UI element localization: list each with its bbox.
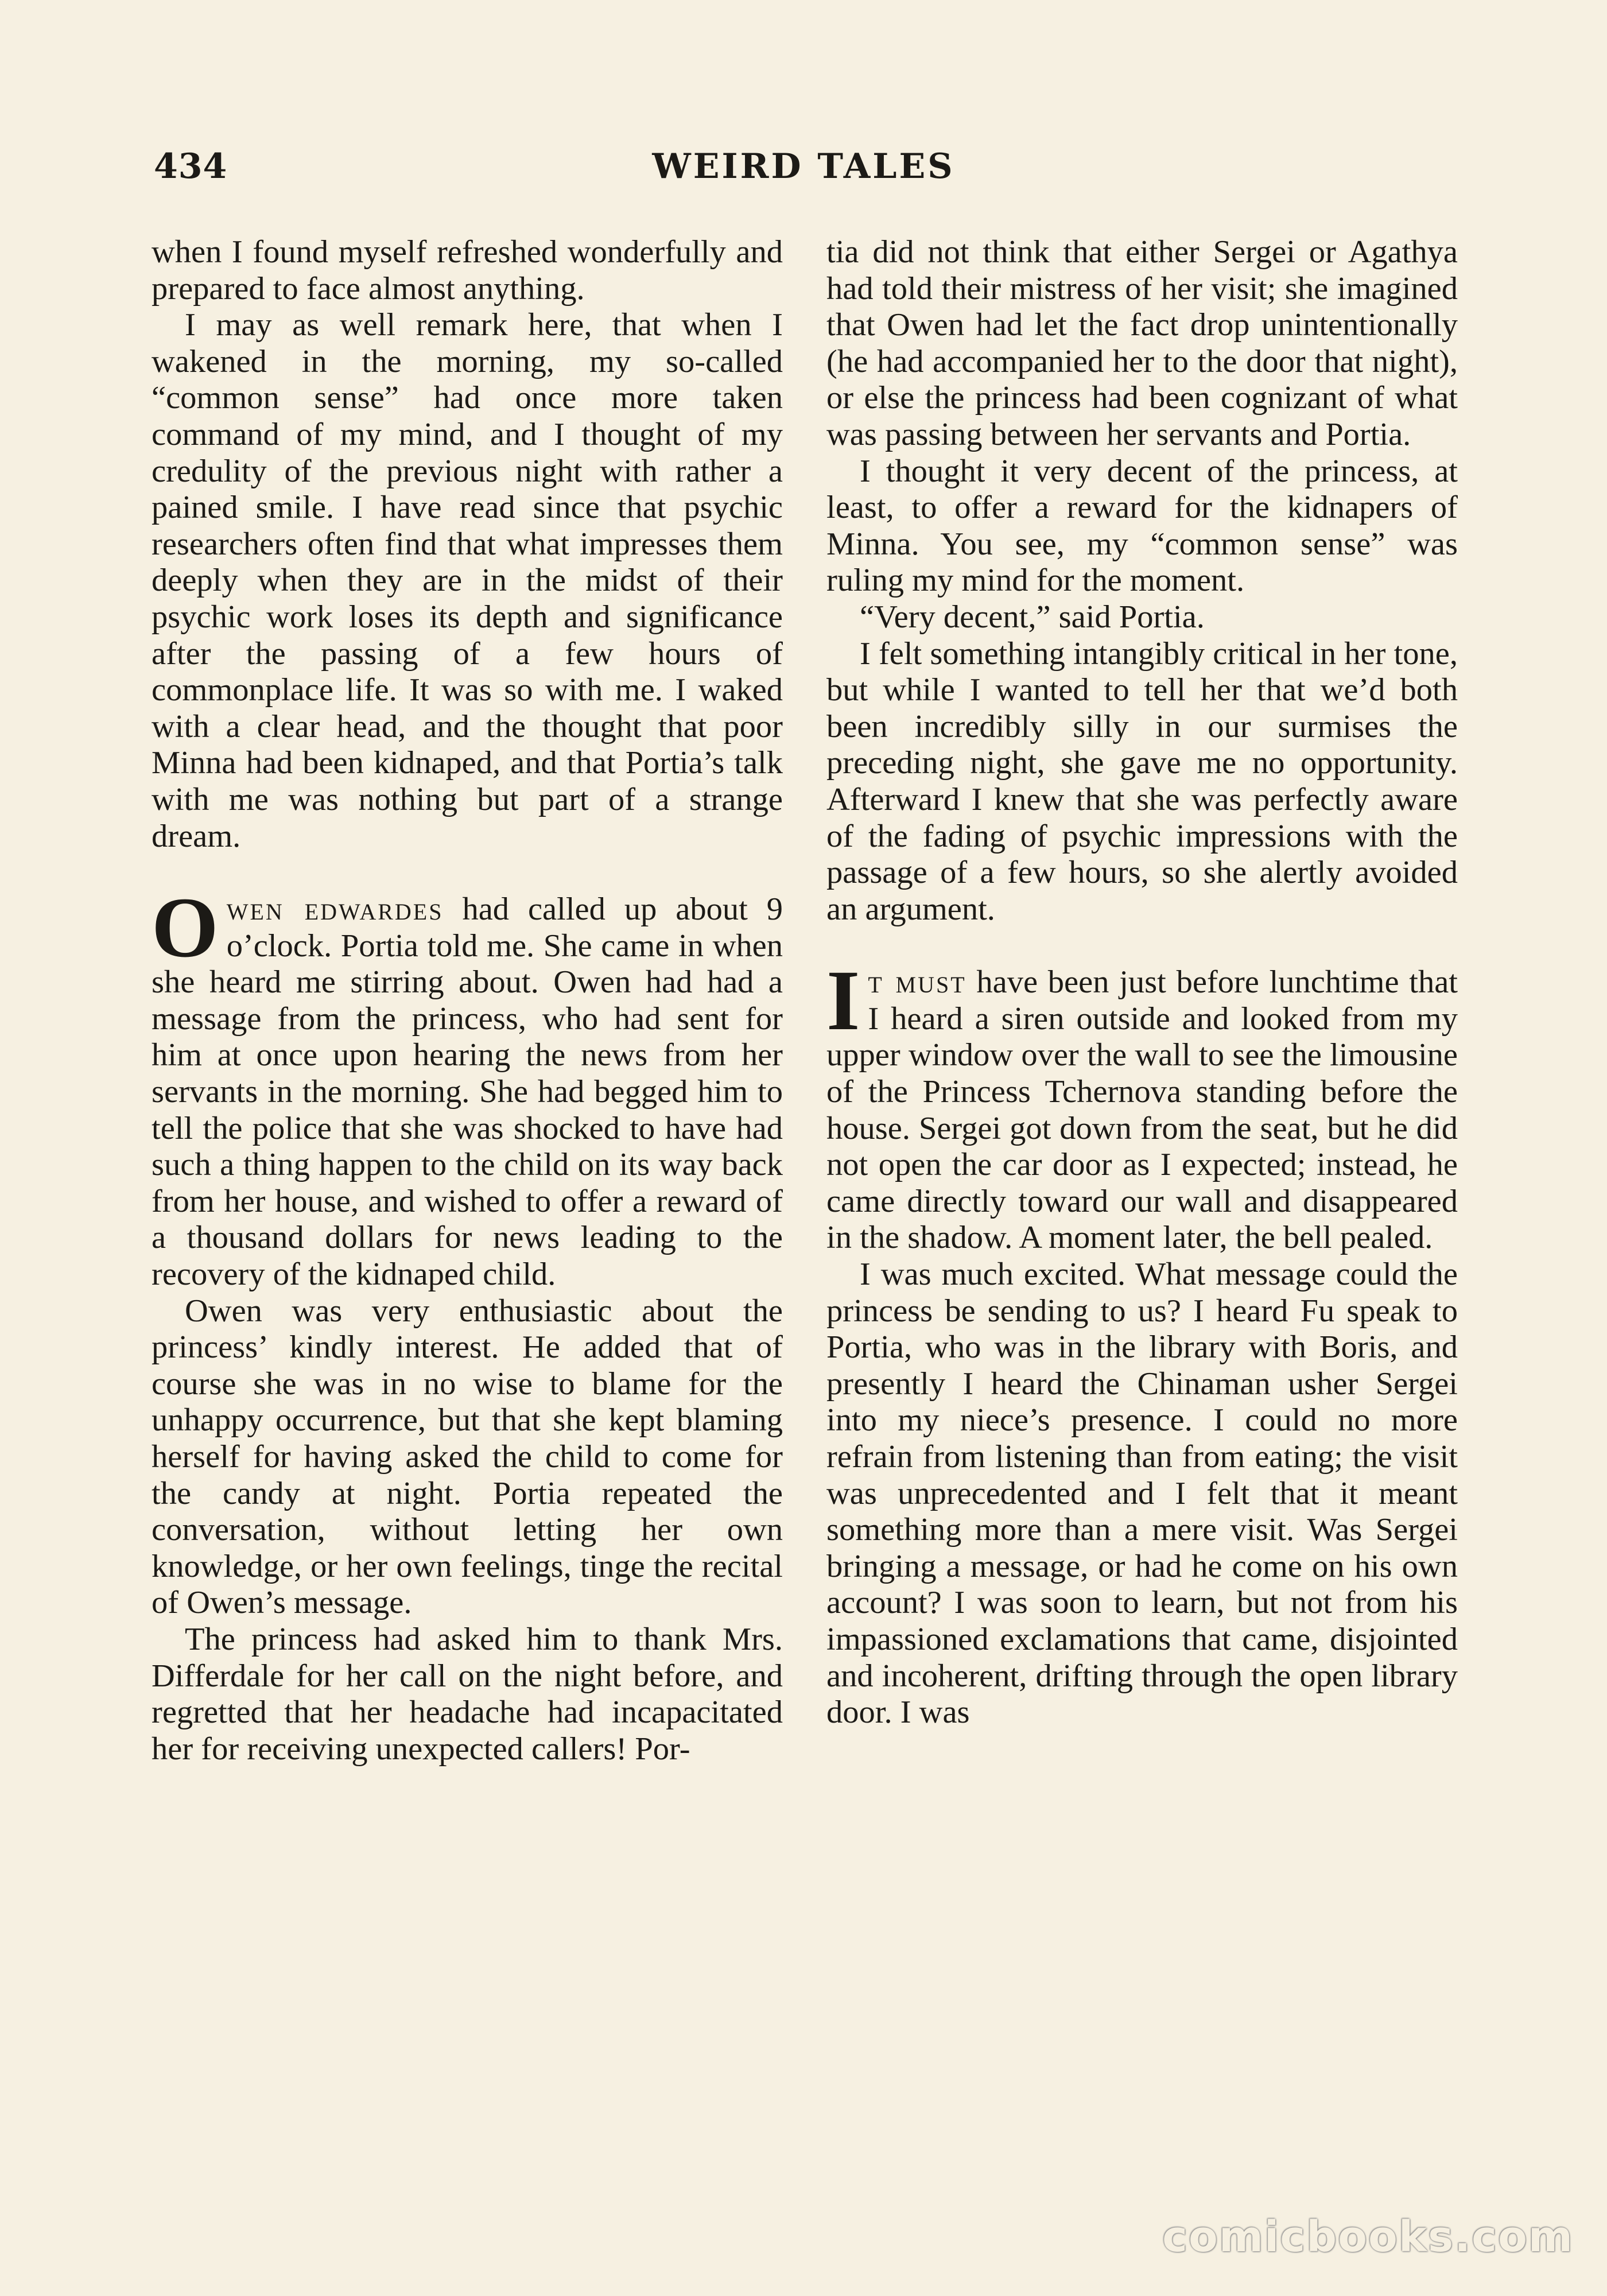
watermark: comicbooks.com — [1162, 2212, 1574, 2262]
paragraph-text: had called up about 9 o’clock. Portia told me. She came in when she heard me stirring about. Owen had had a message from the princess, who had sent for him at once upon hearing the news from her servants in the morning. She had begged him to tell the police that she was shocked to have had such a thing happen to the child on its way back from her house, and wished to offer a reward of a thousand dollars for news leading to the recovery of the kidnaped child. — [152, 891, 783, 1293]
small-caps-lead: t must — [868, 964, 966, 1000]
paragraph: “Very decent,” said Portia. — [860, 599, 1205, 635]
drop-cap: O — [152, 880, 219, 976]
section-opening-paragraph — [152, 880, 783, 1293]
page-number: 434 — [154, 146, 228, 187]
right-column — [826, 234, 1458, 2186]
paragraph-text: have been just before lunchtime that I heard a siren outside and looked from my upper window over the wall to see the limousine of the Princess Tchernova standing before the house. Sergei got down from the seat, but he did not open the car door as I expected; instead, he came directly toward our wall and disappeared in the shadow. A moment later, the bell pealed. — [826, 964, 1458, 1256]
paragraph: The princess had asked him to thank Mrs. Differdale for her call on the night before, and regretted that her headache had incapacitated her for receiving unexpected callers! Por- — [152, 1621, 783, 1767]
small-caps-lead: wen edwardes — [226, 891, 444, 928]
paragraph: Owen was very enthusiastic about the princess’ kindly interest. He added that of course she was in no wise to blame for the unhappy occurrence, but that she kept blaming herself for having asked the child to come for the candy at night. Portia repeated the conversation, without letting her own knowledge, or her own feelings, tinge the recital of Owen’s message. — [152, 1293, 783, 1621]
paragraph: I thought it very decent of the princess, at least, to offer a reward for the kidnapers of Minna. You see, my “common sense” was ruling my mind for the moment. — [826, 453, 1458, 599]
paragraph: I may as well remark here, that when I wakened in the morning, my so-called “common sense” had once more taken command of my mind, and I thought of my credulity of the previous night with rather a pained smile. I have read since that psychic researchers often find that what impresses them deeply when they are in the midst of their psychic work loses its depth and significance after the passing of a few hours of commonplace life. It was so with me. I waked with a clear head, and the thought that poor Minna had been kidnaped, and that Portia’s talk with me was nothing but part of a strange dream. — [152, 307, 783, 854]
paragraph: I was much excited. What message could the princess be sending to us? I heard Fu speak to Portia, who was in the library with Boris, and presently I heard the Chinaman usher Sergei into my niece’s presence. I could no more refrain from listening than from eating; the visit was unprecedented and I felt that it meant something more than a mere visit. Was Sergei bringing a message, or had he come on his own account? I was soon to learn, but not from his impassioned exclamations that came, disjointed and incoherent, drifting through the open library door. I was — [826, 1256, 1458, 1731]
page-header — [154, 146, 1453, 198]
section-opening-paragraph — [826, 953, 1458, 1256]
running-title: WEIRD TALES — [652, 146, 955, 187]
drop-cap: I — [826, 953, 860, 1049]
left-column — [152, 234, 783, 2186]
paragraph: tia did not think that either Sergei or Agathya had told their mistress of her visit; she imagined that Owen had let the fact drop unintentionally (he had accompanied her to the door that night), or else the princess had been cognizant of what was passing between her servants and Portia. — [826, 234, 1458, 452]
paragraph: when I found myself refreshed wonderfully and prepared to face almost anything. — [152, 234, 783, 307]
paragraph: I felt something intangibly critical in her tone, but while I wanted to tell her that we’d both been incredibly silly in our surmises the preceding night, she gave me no opportunity. Afterward I knew that she was perfectly aware of the fading of psychic impressions with the passage of a few hours, so she alertly avoided an argument. — [826, 635, 1458, 927]
